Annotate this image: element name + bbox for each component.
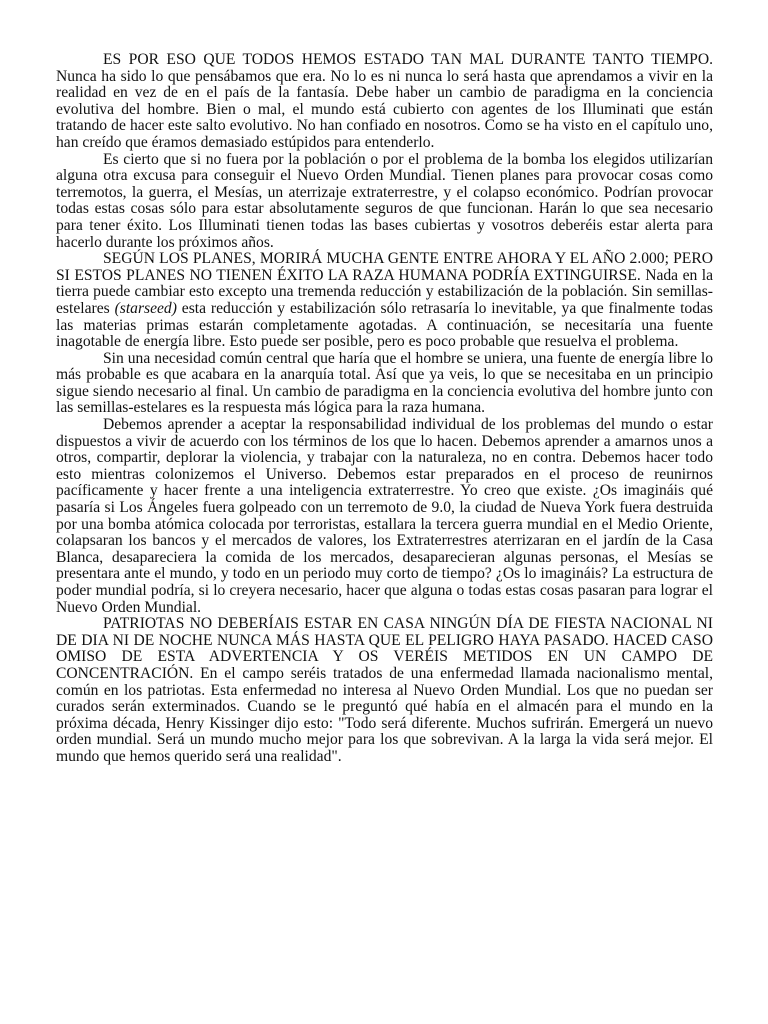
paragraph-1-caps: ES POR ESO QUE TODOS HEMOS ESTADO TAN MAL DURANTE TANTO TIEMPO. bbox=[103, 51, 713, 68]
paragraph-6-caps: PATRIOTAS NO DEBERÍAIS ESTAR EN CASA NINGÚN DÍA DE FIESTA NACIONAL NI DE DIA NI DE NOCHE NUNCA MÁS HASTA QUE EL PELIGRO HAYA PASADO. HACED CASO OMISO DE ESTA ADVERTENCIA Y OS VERÉIS METIDOS EN UN CAMPO DE CONCENTRACIÓN. bbox=[56, 615, 713, 682]
paragraph-5 bbox=[56, 417, 713, 616]
paragraph-6-body: En el campo seréis tratados de una enfermedad llamada nacionalismo mental, común en los patriotas. Esta enfermedad no interesa al Nuevo Orden Mundial. Los que no puedan ser curados serán exterminados. Cuando se le preguntó qué había en el almacén para el mundo en la próxima década, Henry Kissinger dijo esto: "Todo será diferente. Muchos sufrirán. Emergerá un nuevo orden mundial. Será un mundo mucho mejor para los que sobrevivan. A la larga la vida será mejor. El mundo que hemos querido será una realidad". bbox=[56, 664, 713, 765]
paragraph-3-italic-term: (starseed) bbox=[114, 299, 177, 317]
paragraph-3-body-b: esta reducción y estabilización sólo retrasaría lo inevitable, ya que finalmente todas las materias primas estarán completamente agotadas. A continuación, se necesitaría una fuente inagotable de energía libre. Esto puede ser posible, pero es poco probable que resuelva el problema. bbox=[56, 299, 714, 351]
paragraph-2 bbox=[56, 152, 713, 252]
paragraph-3-caps: SEGÚN LOS PLANES, MORIRÁ MUCHA GENTE ENTRE AHORA Y EL AÑO 2.000; PERO SI ESTOS PLANES NO TIENEN ÉXITO LA RAZA HUMANA PODRÍA EXTINGUIRSE. bbox=[56, 250, 713, 284]
paragraph-3 bbox=[56, 251, 713, 351]
paragraph-2-body: Es cierto que si no fuera por la población o por el problema de la bomba los elegidos utilizarían alguna otra excusa para conseguir el Nuevo Orden Mundial. Tienen planes para provocar cosas como terremotos, la guerra, el Mesías, un aterrizaje extraterrestre, y el colapso económico. Podrían provocar todas estas cosas sólo para estar absolutamente seguros de que funcionan. Harán lo que sea necesario para tener éxito. Los Illuminati tienen todas las bases cubiertas y vosotros deberéis estar alerta para hacerlo durante los próximos años. bbox=[56, 150, 713, 251]
paragraph-6 bbox=[56, 616, 713, 765]
paragraph-4-body: Sin una necesidad común central que haría que el hombre se uniera, una fuente de energía libre lo más probable es que acabara en la anarquía total. Así que ya veis, lo que se necesitaba en un principio sigue siendo necesario al final. Un cambio de paradigma en la conciencia evolutiva del hombre junto con las semillas-estelares es la respuesta más lógica para la raza humana. bbox=[56, 349, 713, 417]
document-page bbox=[56, 52, 713, 766]
paragraph-3-body-a: Nada en la tierra puede cambiar esto excepto una tremenda reducción y estabilización de la población. Sin semillas-estelares bbox=[56, 266, 713, 317]
paragraph-1 bbox=[56, 52, 713, 152]
paragraph-4 bbox=[56, 351, 713, 417]
paragraph-5-body: Debemos aprender a aceptar la responsabilidad individual de los problemas del mundo o estar dispuestos a vivir de acuerdo con los términos de los que lo hacen. Debemos aprender a amarnos unos a otros, compartir, deplorar la violencia, y trabajar con la naturaleza, no en contra. Debemos hacer todo esto mientras colonizemos el Universo. Debemos estar preparados en el proceso de reunirnos pacíficamente y hacer frente a una inteligencia extraterrestre. Yo creo que existe. ¿Os imagináis qué pasaría si Los Ángeles fuera golpeado con un terremoto de 9.0, la ciudad de Nueva York fuera destruida por una bomba atómica colocada por terroristas, estallara la tercera guerra mundial en el Medio Oriente, colapsaran los bancos y el mercados de valores, los Extraterrestres aterrizaran en el jardín de la Casa Blanca, desapareciera la comida de los mercados, desaparecieran algunas personas, el Mesías se presentara ante el mundo, y todo en un periodo muy corto de tiempo? ¿Os lo imagináis? La estructura de poder mundial podría, si lo creyera necesario, hacer que alguna o todas estas cosas pasaran para lograr el Nuevo Orden Mundial. bbox=[56, 416, 713, 616]
paragraph-1-body: Nunca ha sido lo que pensábamos que era. No lo es ni nunca lo será hasta que aprendamos a vivir en la realidad en vez de en el país de la fantasía. Debe haber un cambio de paradigma en la conciencia evolutiva del hombre. Bien o mal, el mundo está cubierto con agentes de los Illuminati que están tratando de hacer este salto evolutivo. No han confiado en nosotros. Como se ha visto en el capítulo uno, han creído que éramos demasiado estúpidos para entenderlo. bbox=[56, 67, 713, 151]
